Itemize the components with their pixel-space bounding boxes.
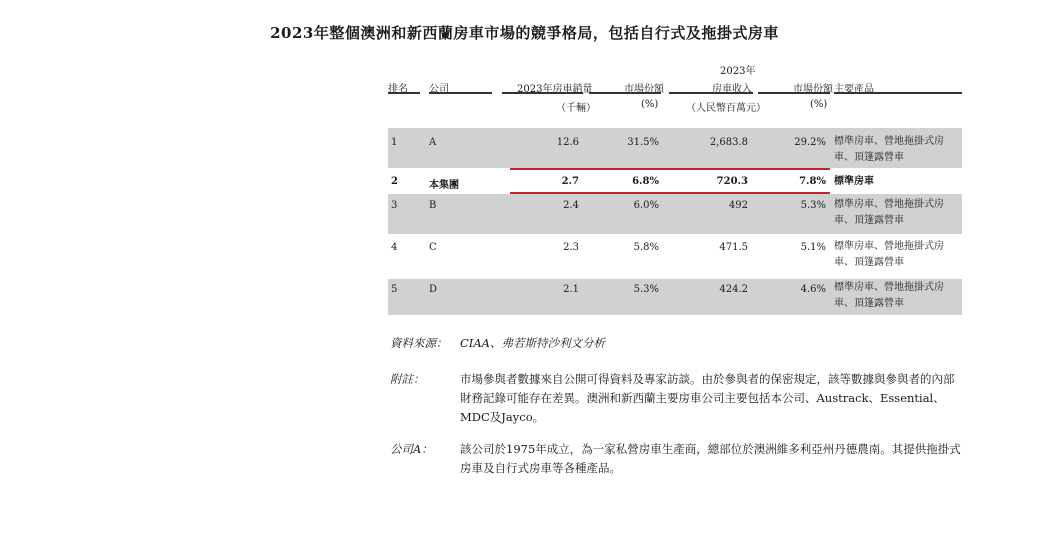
header-rule — [388, 92, 420, 94]
cell-company: A — [429, 137, 437, 148]
table-header — [388, 60, 962, 116]
table-row — [388, 236, 962, 276]
cell-share2: 7.8% — [799, 176, 826, 187]
cell-products: 標準房車、營地拖掛式房車、頂篷露營車 — [834, 282, 944, 309]
cell-company: C — [429, 242, 437, 253]
source-note — [390, 334, 965, 354]
remark-note — [390, 370, 965, 430]
cell-rank: 5 — [391, 284, 398, 295]
cell-share1: 31.5% — [627, 137, 659, 148]
company-a-text: 該公司於1975年成立，為一家私營房車生產商，總部位於澳洲維多利亞州丹德農南。其提供拖掛式房車及自行式房車等各種產品。 — [460, 442, 961, 475]
cell-products: 標準房車、營地拖掛式房車、頂篷露營車 — [834, 136, 944, 163]
cell-volume: 2.4 — [563, 200, 579, 211]
cell-revenue: 2,683.8 — [709, 137, 748, 148]
cell-revenue: 720.3 — [716, 176, 748, 187]
cell-volume: 12.6 — [556, 137, 579, 148]
cell-products: 標準房車、營地拖掛式房車、頂篷露營車 — [834, 241, 944, 268]
page-title: 2023年整個澳洲和新西蘭房車市場的競爭格局，包括自行式及拖掛式房車 — [270, 24, 779, 42]
header-rule — [758, 92, 830, 94]
cell-rank: 1 — [391, 137, 398, 148]
company-a-note — [390, 440, 965, 480]
header-company: 公司 — [429, 84, 449, 95]
cell-share1: 5.8% — [633, 242, 659, 253]
cell-share1: 6.0% — [633, 200, 659, 211]
table-row — [388, 279, 962, 315]
cell-share1: 6.8% — [632, 176, 659, 187]
header-share2-unit: (%) — [810, 99, 828, 110]
cell-company: B — [429, 200, 437, 211]
cell-volume: 2.7 — [561, 176, 579, 187]
cell-share2: 4.6% — [800, 284, 826, 295]
cell-share2: 5.1% — [800, 242, 826, 253]
source-text: CIAA、弗若斯特沙利文分析 — [460, 336, 605, 350]
cell-volume: 2.1 — [563, 284, 579, 295]
header-products: 主要產品 — [834, 84, 874, 95]
table-row — [388, 194, 962, 234]
remark-label: 附註： — [390, 372, 425, 386]
cell-share2: 29.2% — [794, 137, 826, 148]
company-a-label: 公司A： — [390, 442, 433, 456]
cell-revenue: 471.5 — [719, 242, 748, 253]
header-rule — [429, 92, 492, 94]
remark-text: 市場參與者數據來自公開可得資料及專家訪談。由於參與者的保密規定，該等數據與參與者的內部財務記錄可能存在差異。澳洲和新西蘭主要房車公司主要包括本公司、Austrack、Essential、MDC及Jayco。 — [460, 372, 955, 424]
cell-revenue: 424.2 — [719, 284, 748, 295]
cell-company: D — [429, 284, 438, 295]
cell-company: 本集團 — [429, 180, 459, 191]
table-row — [388, 128, 962, 168]
header-share2: 市場份額 — [793, 84, 833, 95]
header-sales-unit: （千輛） — [556, 103, 596, 114]
table-row-highlight — [388, 171, 962, 193]
header-revenue-unit: （人民幣百萬元） — [686, 103, 766, 114]
cell-products: 標準房車 — [834, 176, 874, 187]
cell-rank: 3 — [391, 200, 398, 211]
cell-rank: 4 — [391, 242, 398, 253]
cell-share2: 5.3% — [800, 200, 826, 211]
header-rule — [502, 92, 583, 94]
cell-products: 標準房車、營地拖掛式房車、頂篷露營車 — [834, 199, 944, 226]
header-share1: 市場份額 — [624, 84, 664, 95]
header-revenue-year: 2023年 — [720, 66, 756, 77]
cell-revenue: 492 — [728, 200, 748, 211]
source-label: 資料來源： — [390, 336, 448, 350]
header-revenue: 房車收入 — [712, 84, 752, 95]
header-rule — [589, 92, 661, 94]
highlight-top-line — [510, 168, 830, 170]
header-rule — [834, 92, 962, 94]
header-rank: 排名 — [388, 84, 408, 95]
cell-volume: 2.3 — [563, 242, 579, 253]
cell-share1: 5.3% — [633, 284, 659, 295]
header-share1-unit: (%) — [641, 99, 659, 110]
header-rule — [669, 92, 753, 94]
cell-rank: 2 — [391, 176, 398, 187]
header-sales-volume: 2023年房車銷量 — [517, 84, 593, 95]
